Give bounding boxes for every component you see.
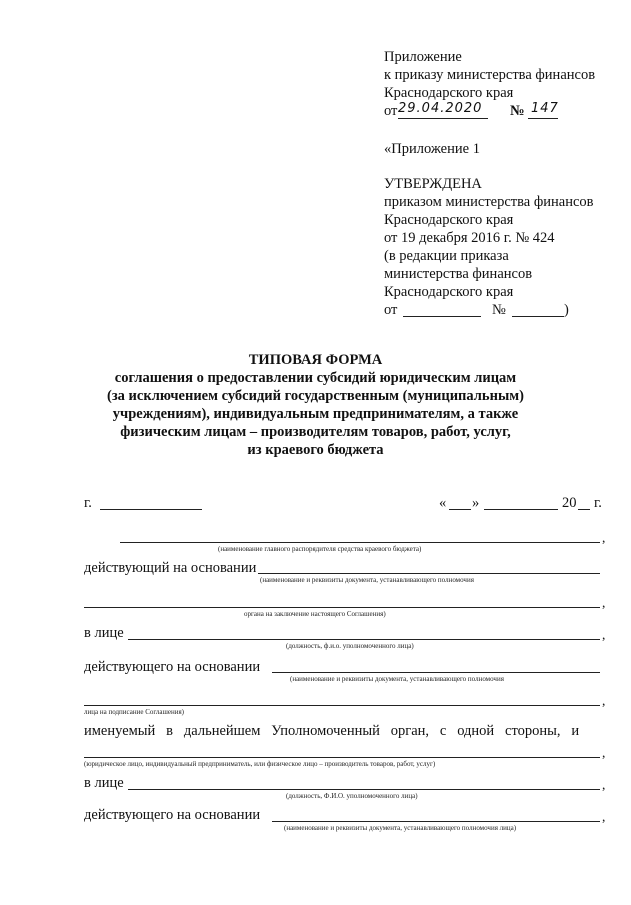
heading-title: ТИПОВАЯ ФОРМА <box>248 352 383 368</box>
approved-line-2: Краснодарского края <box>384 212 514 228</box>
approved-date-blank <box>403 316 481 317</box>
approved-line-4: (в редакции приказа <box>384 248 509 264</box>
appendix-line-3: Краснодарского края <box>384 85 514 101</box>
caption-authority-name: (наименование главного распорядителя средства краевого бюджета) <box>218 545 422 553</box>
basis-document-blank-1 <box>258 573 600 574</box>
heading-line-3: (за исключением субсидий государственным (муниципальным) <box>107 388 524 404</box>
basis-document-blank-3 <box>272 821 600 822</box>
approved-line-6: Краснодарского края <box>384 284 514 300</box>
comma-1: , <box>602 530 606 545</box>
caption-basis-document-2: (наименование и реквизиты документа, устанавливающего полномочия <box>290 675 504 683</box>
appendix-number-underline <box>528 118 558 119</box>
appendix-date-underline <box>398 118 488 119</box>
caption-official-person-2: (должность, Ф.И.О. уполномоченного лица) <box>286 792 418 800</box>
acting-on-basis-2: действующего на основании <box>84 659 261 675</box>
authority-name-blank <box>120 542 600 543</box>
heading-line-4: учреждениям), индивидуальным предпринимателям, а также <box>112 406 519 422</box>
approved-line-5: министерства финансов <box>384 266 533 282</box>
signing-powers-blank <box>84 705 600 706</box>
in-person-label-2: в лице <box>84 775 124 791</box>
comma-2: , <box>602 595 606 610</box>
city-blank <box>100 509 202 510</box>
day-blank <box>449 509 471 510</box>
approved-line-1: приказом министерства финансов <box>384 194 594 210</box>
in-person-label-1: в лице <box>84 625 124 641</box>
appendix-number-label: № <box>510 103 525 119</box>
caption-signing-powers: лица на подписание Соглашения) <box>84 708 185 716</box>
appendix-line-2: к приказу министерства финансов <box>384 67 596 83</box>
recipient-name-blank <box>84 757 600 758</box>
approved-close-paren: ) <box>564 302 569 318</box>
year-suffix: г. <box>594 495 602 511</box>
comma-7: , <box>602 809 606 824</box>
approved-title: УТВЕРЖДЕНА <box>384 176 482 192</box>
approved-number-blank <box>512 316 564 317</box>
caption-authority-powers: органа на заключение настоящего Соглашения) <box>244 610 386 618</box>
named-authority-text: именуемый в дальнейшем Уполномоченный орган, с одной стороны, и <box>84 723 580 739</box>
year-blank <box>578 509 590 510</box>
appendix-date-handwritten: 29.04.2020 <box>398 101 483 116</box>
appendix-date-prefix: от <box>384 103 398 119</box>
approved-from-label: от <box>384 302 398 318</box>
year-prefix: 20 <box>562 495 577 511</box>
comma-6: , <box>602 777 606 792</box>
official-person-blank-2 <box>128 789 600 790</box>
caption-basis-document-3: (наименование и реквизиты документа, устанавливающего полномочия лица) <box>284 824 517 832</box>
comma-5: , <box>602 745 606 760</box>
appendix-number-handwritten: 147 <box>531 101 559 116</box>
date-quote-open: « <box>439 495 447 511</box>
comma-4: , <box>602 693 606 708</box>
heading-line-6: из краевого бюджета <box>247 442 384 458</box>
approved-appendix-ref: «Приложение 1 <box>384 141 480 157</box>
comma-3: , <box>602 627 606 642</box>
date-quote-close: » <box>472 495 480 511</box>
city-label: г. <box>84 495 92 511</box>
official-person-blank-1 <box>128 639 600 640</box>
approved-line-3: от 19 декабря 2016 г. № 424 <box>384 230 555 246</box>
appendix-line-1: Приложение <box>384 49 462 65</box>
caption-basis-document-1: (наименование и реквизиты документа, устанавливающего полномочия <box>260 576 474 584</box>
approved-number-label: № <box>492 302 506 318</box>
authority-powers-blank <box>84 607 600 608</box>
caption-recipient-name: (юридическое лицо, индивидуальный предприниматель, или физическое лицо – производитель товаров, работ, услуг) <box>84 760 436 768</box>
basis-document-blank-2 <box>272 672 600 673</box>
month-blank <box>484 509 558 510</box>
heading-line-2: соглашения о предоставлении субсидий юридическим лицам <box>114 370 517 386</box>
caption-official-person-1: (должность, ф.и.о. уполномоченного лица) <box>286 642 414 650</box>
heading-line-5: физическим лицам – производителям товаров, работ, услуг, <box>120 424 511 440</box>
acting-on-basis-1: действующий на основании <box>84 560 257 576</box>
acting-on-basis-3: действующего на основании <box>84 807 261 823</box>
